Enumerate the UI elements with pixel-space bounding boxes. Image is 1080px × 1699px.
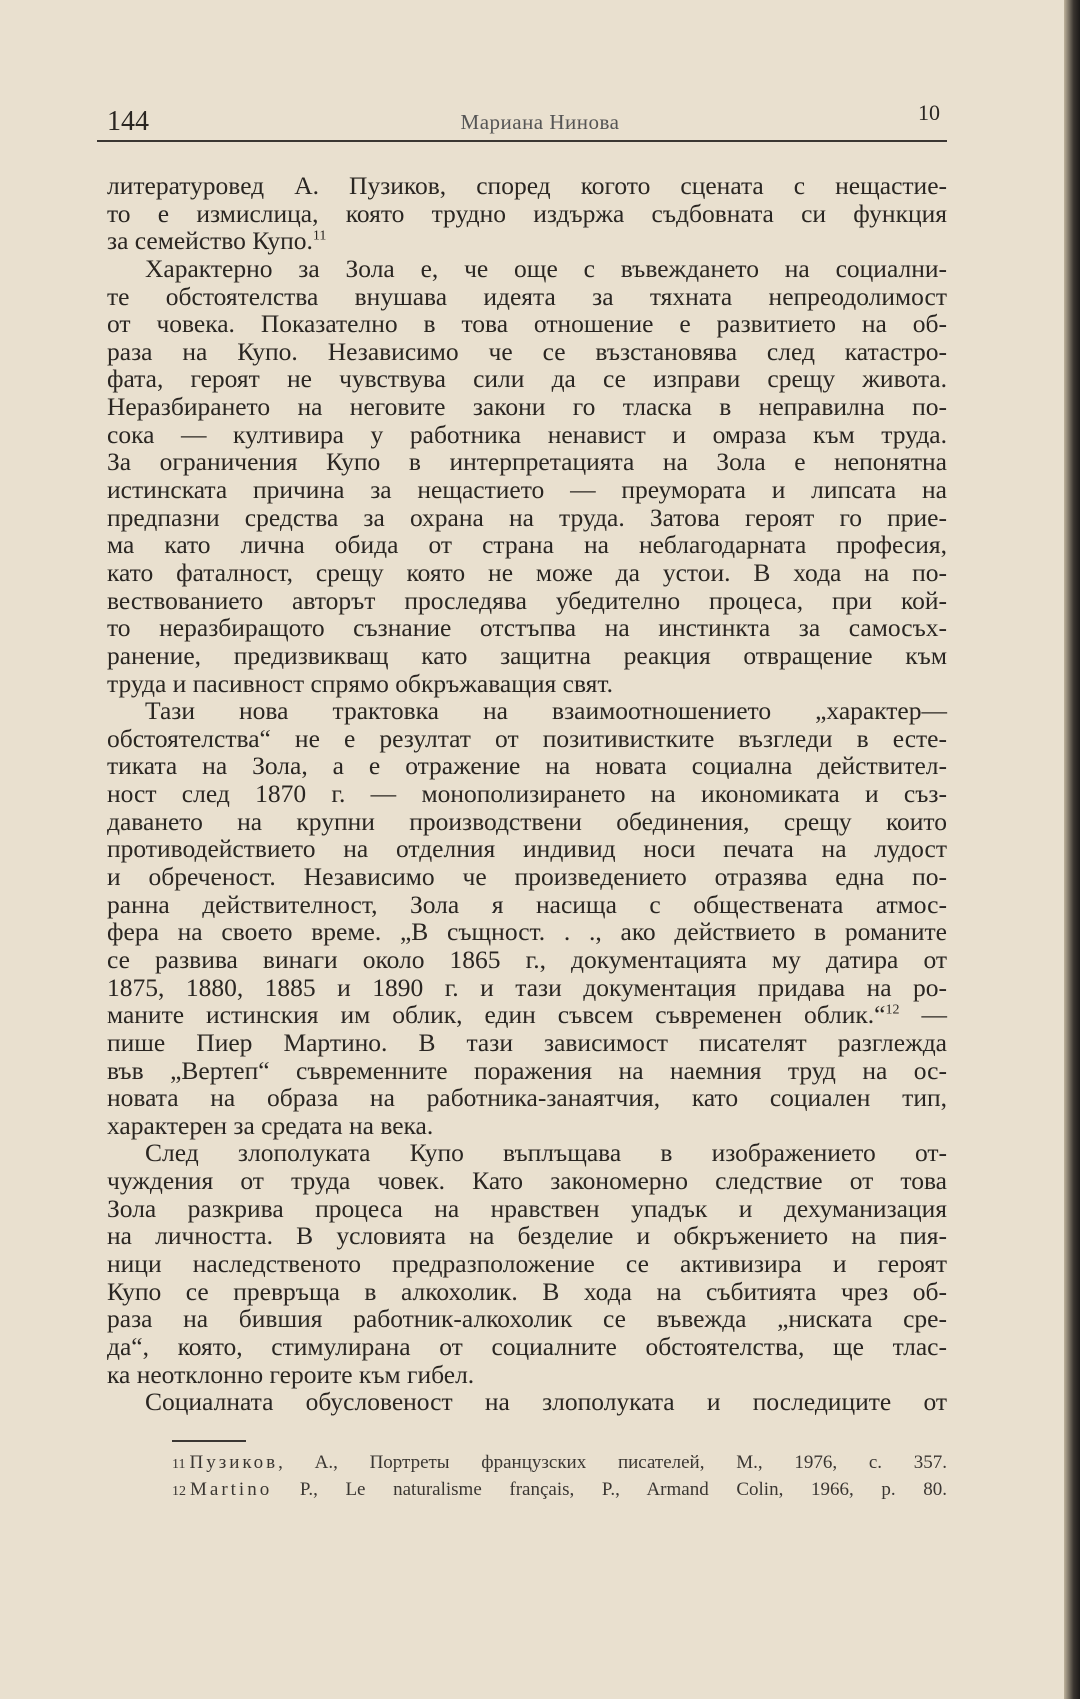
line-text: ка неотклонно героите към гибел. — [107, 1359, 475, 1389]
line-text: истинската причина за нещастието — преумората и липсата на — [107, 475, 947, 505]
text-line — [107, 504, 947, 532]
footnote-number: 11 — [172, 1457, 186, 1472]
text-line — [107, 1388, 947, 1416]
text-line — [107, 1222, 947, 1250]
text-line — [107, 863, 947, 891]
text-line — [107, 421, 947, 449]
text-line — [107, 725, 947, 753]
line-text: ма като лична обида от страна на неблагодарната професия, — [107, 530, 947, 560]
text-line — [107, 752, 947, 780]
line-text: обстоятелства“ не е резултат от позитивистките възгледи в есте- — [107, 723, 947, 753]
text-line — [107, 255, 947, 283]
line-text: раза на бившия работник-алкохолик се въвежда „ниската сре- — [107, 1304, 947, 1334]
line-text: фата, героят не чувствува сили да се изправи срещу живота. — [107, 364, 947, 394]
text-line — [107, 808, 947, 836]
line-text: Неразбирането на неговите закони го тласка в неправилна по- — [107, 392, 947, 422]
text-line — [107, 835, 947, 863]
text-line — [107, 338, 947, 366]
line-text: то е измислица, която трудно издържа съдбовната си функция — [107, 198, 947, 228]
text-line — [107, 974, 947, 1002]
line-text: за семейство Купо. — [107, 226, 313, 256]
footnote — [172, 1450, 947, 1477]
line-text: Купо се превръща в алкохолик. В хода на събитията чрез об- — [107, 1276, 947, 1306]
text-line — [107, 780, 947, 808]
text-line — [107, 918, 947, 946]
text-line — [107, 476, 947, 504]
text-line — [107, 531, 947, 559]
text-line — [107, 670, 947, 698]
text-line — [107, 1305, 947, 1333]
footnote — [172, 1477, 947, 1504]
footnote-number: 12 — [172, 1484, 186, 1499]
footnote-author: Пузиков — [189, 1452, 279, 1473]
text-line — [107, 559, 947, 587]
body-text — [107, 172, 947, 1416]
text-line — [107, 946, 947, 974]
header-rule — [97, 140, 947, 142]
line-text: Зола разкрива процеса на нравствен упадък и дехуманизация — [107, 1193, 947, 1223]
line-text: да“, която, стимулирана от социалните обстоятелства, ще тлас- — [107, 1331, 947, 1361]
text-line — [107, 1001, 947, 1029]
line-text: маните истинския им облик, един съвсем съвременен облик.“ — [107, 1000, 886, 1030]
text-line — [107, 1139, 947, 1167]
text-line — [107, 1084, 947, 1112]
line-text: във „Вертеп“ съвременните поражения на наемния труд на ос- — [107, 1055, 947, 1085]
line-text: За ограничения Купо в интерпретацията на Зола е непонятна — [107, 447, 947, 477]
text-line — [107, 1333, 947, 1361]
line-text: противодействието на отделния индивид носи печата на лудост — [107, 834, 947, 864]
footnote-text: P., Le naturalisme français, P., Armand Colin, 1966, p. 80. — [272, 1479, 947, 1500]
line-text: ност след 1870 г. — монополизирането на икономиката и съз- — [107, 779, 947, 809]
line-text: предпазни средства за охрана на труда. Затова героят го прие- — [107, 502, 947, 532]
line-text: и обреченост. Независимо че произведението отразява една по- — [107, 862, 947, 892]
text-line — [107, 1112, 947, 1140]
text-line — [107, 1029, 947, 1057]
line-text: даването на крупни производствени обединения, срещу които — [107, 806, 947, 836]
text-line — [107, 1167, 947, 1195]
page-number: 144 — [107, 106, 149, 137]
line-text: Характерно за Зола е, че още с въвеждането на социални- — [145, 253, 947, 283]
line-text: раза на Купо. Независимо че се възстановява след катастро- — [107, 336, 947, 366]
line-text: ранение, предизвикващ като защитна реакция отвращение към — [107, 640, 947, 670]
footnotes — [172, 1450, 947, 1504]
footnote-ref: 11 — [312, 228, 327, 244]
text-line — [107, 1278, 947, 1306]
line-text: Социалната обусловеност на злополуката и последиците от — [145, 1387, 947, 1417]
text-line — [107, 283, 947, 311]
text-line — [107, 172, 947, 200]
text-line — [107, 448, 947, 476]
line-text-continued: — — [899, 1000, 948, 1030]
line-text: то неразбиращото съзнание отстъпва на инстинкта за самосъх- — [107, 613, 947, 643]
running-title: Мариана Нинова — [460, 110, 620, 134]
footnote-rule — [172, 1440, 246, 1442]
text-line — [107, 642, 947, 670]
text-line — [107, 891, 947, 919]
line-text: 1875, 1880, 1885 и 1890 г. и тази документация придава на ро- — [107, 972, 947, 1002]
footnote-author: Martino — [190, 1479, 273, 1500]
line-text: характерен за средата на века. — [107, 1110, 434, 1140]
line-text: ници наследственото предразположение се активизира и героят — [107, 1248, 947, 1278]
line-text: на личността. В условията на безделие и обкръжението на пия- — [107, 1221, 947, 1251]
line-text: от човека. Показателно в това отношение е развитието на об- — [107, 309, 947, 339]
line-text: литературовед А. Пузиков, според когото сцената с нещастие- — [107, 171, 947, 200]
line-text: фера на своето време. „В същност. . ., ако действието в романите — [107, 917, 947, 947]
line-text: сока — култивира у работника ненавист и омраза към труда. — [107, 419, 947, 449]
text-line — [107, 697, 947, 725]
line-text: пише Пиер Мартино. В тази зависимост писателят разглежда — [107, 1027, 947, 1057]
line-text: чуждения от труда човек. Като закономерно следствие от това — [107, 1166, 947, 1196]
line-text: новата на образа на работника-занаятчия, като социален тип, — [107, 1083, 947, 1113]
page-edge — [1064, 0, 1080, 1699]
line-text: те обстоятелства внушава идеята за тяхната непреодолимост — [107, 281, 947, 311]
text-line — [107, 614, 947, 642]
line-text: ранна действителност, Зола я насища с обществената атмос- — [107, 889, 947, 919]
line-text: тиката на Зола, а е отражение на новата социална действител- — [107, 751, 947, 781]
line-text: като фаталност, срещу която не може да устои. В хода на по- — [107, 557, 947, 587]
text-line — [107, 1057, 947, 1085]
text-line — [107, 365, 947, 393]
line-text: труда и пасивност спрямо обкръжаващия свят. — [107, 668, 613, 698]
line-text: След злополуката Купо въплъщава в изображението от- — [145, 1138, 947, 1168]
chapter-number: 10 — [918, 100, 940, 125]
footnote-ref: 12 — [885, 1002, 900, 1018]
text-line — [107, 200, 947, 228]
text-line — [107, 393, 947, 421]
line-text: вествованието авторът проследява убедително процеса, при кой- — [107, 585, 947, 615]
text-line — [107, 227, 947, 255]
text-line — [107, 1250, 947, 1278]
text-line — [107, 1195, 947, 1223]
text-line — [107, 310, 947, 338]
line-text: се развива винаги около 1865 г., документацията му датира от — [107, 944, 947, 974]
text-line — [107, 1361, 947, 1389]
text-line — [107, 587, 947, 615]
footnote-text: , А., Портреты французских писателей, М., 1976, с. 357. — [278, 1452, 947, 1473]
line-text: Тази нова трактовка на взаимоотношението „характер— — [145, 696, 947, 726]
